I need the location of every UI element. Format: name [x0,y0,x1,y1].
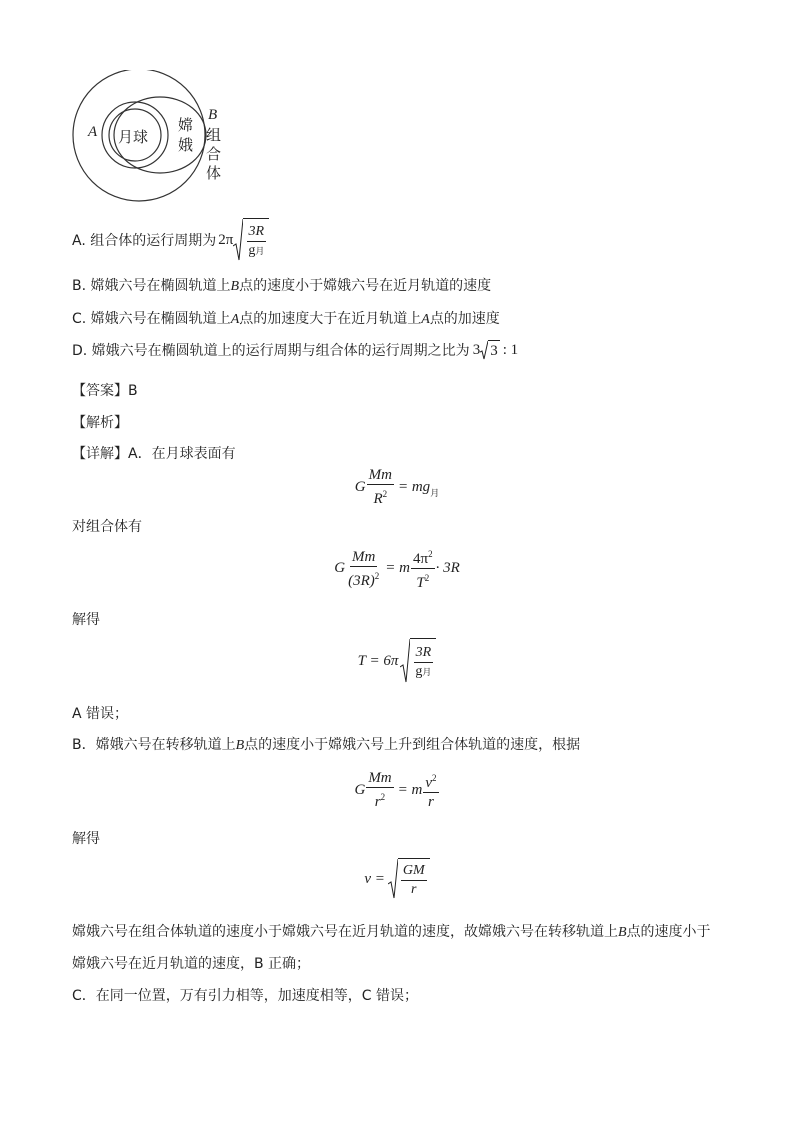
eq3-den-sub: 月 [422,667,432,678]
eq5-num: GM [401,863,427,881]
eq3-den: g [415,663,423,679]
eq2-num: Mm [352,548,376,565]
eq2-eq: = m [385,560,410,576]
eq5-lhs: v = [364,870,385,887]
option-d-rad: 3 [488,340,500,360]
option-b-var: B [230,279,240,294]
combo-label-1: 组 [206,126,222,144]
option-a-sqrt [233,218,269,262]
eq4-eq: = m [397,781,423,798]
detail-a-intro [72,443,236,463]
option-d-ratio: : 1 [502,341,519,358]
detail-b-intro-2: 点的速度小于嫦娥六号上升到组合体轨道的速度，根据 [244,737,581,753]
eq4-num2-sup: 2 [432,773,437,783]
equation-velocity [0,858,794,900]
detail-combo-intro: 对组合体有 [72,519,142,535]
equation-circular-orbit [0,770,794,810]
option-a [72,218,269,262]
eq4-num2: v [425,775,433,791]
option-d-coef: 3 [472,341,481,358]
option-c-var-1: A [230,312,240,327]
detail-b-conc-var: B [618,925,627,940]
eq4-den-sup: 2 [380,792,386,802]
answer-label: 【答案】 [72,383,128,399]
detail-b-conc-1: 嫦娥六号在组合体轨道的速度小于嫦娥六号在近月轨道的速度，故嫦娥六号在转移轨道上 [72,924,618,940]
detail-b-intro-var: B [235,738,245,753]
eq1-den: R [373,491,383,507]
eq3-lhs: T = 6π [357,652,399,669]
eq3-num: 3R [414,645,434,663]
change-label-1: 嫦 [178,116,194,134]
option-d-sqrt [480,340,500,360]
option-c [72,308,500,328]
detail-b-conclusion-1 [72,921,711,941]
analysis-label: 【解析】 [72,415,128,431]
detail-a-wrong: A 错误； [72,706,129,722]
combo-label-2: 合 [206,145,222,163]
detail-solve-2: 解得 [72,831,100,847]
detail-label: 【详解】 [72,446,128,462]
option-a-coef: 2π [218,231,234,248]
eq2-den-sup: 2 [374,570,380,581]
eq2-num2: 4π [412,551,429,567]
option-a-den: g [248,242,256,258]
change-label-2: 娥 [178,136,194,154]
option-b [72,275,491,295]
eq4-num: Mm [368,770,392,786]
combo-label-3: 体 [206,164,222,182]
detail-b-conc-2: 点的速度小于 [626,924,711,940]
moon-label: 月球 [118,128,149,146]
option-b-prefix: B. 嫦娥六号在椭圆轨道上 [72,278,231,294]
eq2-g: G [334,560,346,576]
detail-b-intro [72,734,580,754]
detail-solve-1: 解得 [72,612,100,628]
option-c-var-2: A [421,312,430,327]
option-a-num: 3R [247,224,267,242]
eq2-den2-sup: 2 [424,573,430,583]
eq2-den: (3R) [348,572,375,589]
eq1-g: G [354,478,366,495]
eq2-num2-sup: 2 [428,549,433,559]
equation-period [0,638,794,684]
detail-a-intro-text: A．在月球表面有 [128,446,236,462]
option-a-text: A. 组合体的运行周期为 [72,233,217,249]
eq4-den: r [374,794,381,810]
detail-c-text: C．在同一位置，万有引力相等，加速度相等，C 错误； [72,988,418,1004]
point-b-label: B [208,107,218,123]
eq1-rhs: = mg [397,478,431,495]
eq4-g: G [354,781,366,798]
option-c-prefix: C. 嫦娥六号在椭圆轨道上 [72,311,231,327]
eq2-den2: T [416,575,425,591]
detail-b-intro-1: B．嫦娥六号在转移轨道上 [72,737,236,753]
equation-surface-gravity [0,467,794,507]
option-b-suffix: 点的速度小于嫦娥六号在近月轨道的速度 [239,278,492,294]
detail-b-conclusion-2: 嫦娥六号在近月轨道的速度，B 正确； [72,956,311,972]
eq5-den: r [411,882,417,897]
option-d-text: D. 嫦娥六号在椭圆轨道上的运行周期与组合体的运行周期之比为 [72,343,470,359]
answer-value: B [128,383,138,399]
eq4-den2: r [428,794,434,810]
option-a-den-sub: 月 [255,246,265,257]
eq1-num: Mm [368,467,392,483]
eq2-tail: · 3R [435,560,460,576]
eq1-rhs-sub: 月 [430,488,440,499]
point-a-label: A [88,124,98,140]
eq1-den-sup: 2 [382,489,388,499]
option-d [72,340,518,360]
answer-line [72,380,138,400]
option-c-suffix: 点的加速度 [429,311,500,327]
equation-combo-orbit [0,546,794,591]
option-c-mid: 点的加速度大于在近月轨道上 [239,311,422,327]
